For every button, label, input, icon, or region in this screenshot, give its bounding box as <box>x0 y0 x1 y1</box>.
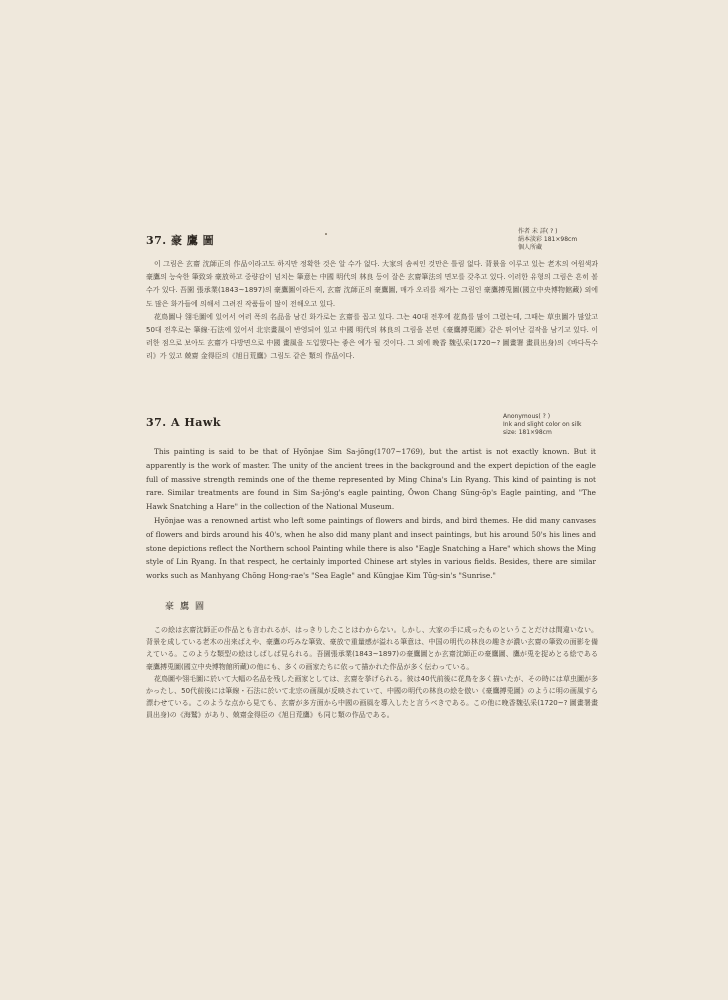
english-body <box>146 445 596 583</box>
english-meta-medium: Ink and slight color on silk <box>503 421 582 428</box>
korean-paragraph: 이 그림은 玄齋 沈師正의 作品이라고도 하지만 정확한 것은 알 수가 없다. 大家의 솜씨인 것만은 틀림 없다. 背景을 이루고 있는 老木의 여원색과 豪鷹의 능숙한 筆致와 豪放하고 중량감이 넘치는 筆意는 中國 明代의 林良 등이 잘은 玄齋筆法의 면모를 갖추고 있다. 이러한 유형의 그림은 흔히 볼 수가 있다. 吾園 張承業(1843~1897)의 豪鷹圖이라든지, 玄齋 沈師正의 豪鷹圖, 매가 오리를 채가는 그림인 豪鷹搏兎圖(國立中央博物館藏) 외에도 많은 화가들에 의해서 그려진 작품들이 많이 전해오고 있다. <box>146 260 598 308</box>
english-paragraph: Hyŏnjae was a renowned artist who left some paintings of flowers and birds, and bird themes. He did many canvases of flowers and birds around his 40's, when he also did many plant and insect paintings, but his around 50's his lines and stone depictions reflect the Northern school Painting while there is also "Eagle Snatching a Hare" which shows the Ming style of Lin Ryang. In that respect, he certainly imported Chinese art styles in various fields. Besides, there are similar works such as Manhyang Chŏng Hong-rae's "Sea Eagle" and Kŭngjae Kim Tŭg-sin's "Sunrise." <box>146 515 596 581</box>
english-artwork-meta <box>503 413 581 437</box>
japanese-paragraph: 花鳥圖や翎毛圖に於いて大幅の名品を残した画家としては、玄齋を挙げられる。彼は40代前後に花鳥を多く描いたが、その時には草虫圖が多かったし、50代前後には筆線・石法に於いて北宗の画風が反映されていて、中國の明代の林良の絵を倣い《豪鷹搏兎圖》のように明の画風すら漂わせている。このような点から見ても、玄齋が多方面から中國の画風を導入したと言うべきである。この他に晚香魏弘采(1720~? 圖畫署畫員出身)の《海鷲》があり、兢齋金得臣の《旭日荒鷹》も同じ類の作品である。 <box>146 674 598 720</box>
paper-speck <box>325 233 327 235</box>
korean-meta-artist: 作者 未 詳( ? ) <box>518 228 558 235</box>
japanese-title: 豪鷹圖 <box>165 602 211 612</box>
english-meta-size: size: 181×98cm <box>503 429 552 436</box>
japanese-paragraph: この絵は玄齋沈師正の作品とも言われるが、はっきりしたことはわからない。しかし、大家の手に成ったものということだけは間違いない。背景を成している老木の出来ばえや、豪鷹の巧みな筆致、豪放で重量感が溢れる筆意は、中国の明代の林良の趣きが濃い玄齋の筆致の面影を備えている。このような類型の絵はしばしば見られる。吾園張承業(1843~1897)の豪鷹圖とか玄齋沈師正の豪鷹圖、鷹が兎を捉めとる絵である豪鷹搏兎圖(國立中央博物館所藏)の他にも、多くの画家たちに依って描かれた作品が多く伝わっている。 <box>146 626 598 671</box>
korean-meta-collection: 個人所藏 <box>518 244 543 251</box>
english-meta-artist: Anonymous( ? ) <box>503 413 551 420</box>
korean-artwork-meta <box>518 228 577 252</box>
korean-meta-medium: 絹本淡彩 181×98cm <box>518 236 578 243</box>
korean-paragraph: 花鳥圖나 翎毛圖에 있어서 여러 폭의 名品을 남긴 화가로는 玄齋를 꼽고 있다. 그는 40대 전후에 花鳥를 많이 그렸는데, 그때는 草虫圖가 많았고 50대 전후로는 筆線·石法에 있어서 北宗畫風이 반영되어 있고 中國 明代의 林良의 그림을 본떤《豪鷹搏兎圖》같은 뛰어난 걸작을 남기고 있다. 이러한 점으로 보아도 玄齋가 다방면으로 中國 畫風을 도입했다는 좋은 예가 될 것이다. 그 외에 晚香 魏弘采(1720~? 圖畫署 畫員出身)의《바다독수리》가 있고 兢齋 金得臣의《旭日荒鷹》그림도 같은 類의 作品이다. <box>146 312 598 361</box>
japanese-body <box>146 624 598 722</box>
english-title: 37. A Hawk <box>146 416 221 429</box>
english-paragraph: This painting is said to be that of Hyŏnjae Sim Sa-jŏng(1707~1769), but the artist is not exactly known. But it apparently is the work of master. The unity of the ancient trees in the background and the expert depiction of the eagle full of massive strength reminds one of the theme represented by Ming China's Lin Ryang. This kind of painting is not rare. Similar treatments are found in Sim Sa-jŏng's eagle painting, Ŏwon Chang Sŭng-ŏp's Eagle painting, and "The Hawk Snatching a Hare" in the collection of the National Museum. <box>146 447 596 512</box>
korean-body <box>146 258 598 364</box>
korean-title: 37. 豪 鷹 圖 <box>146 234 215 247</box>
